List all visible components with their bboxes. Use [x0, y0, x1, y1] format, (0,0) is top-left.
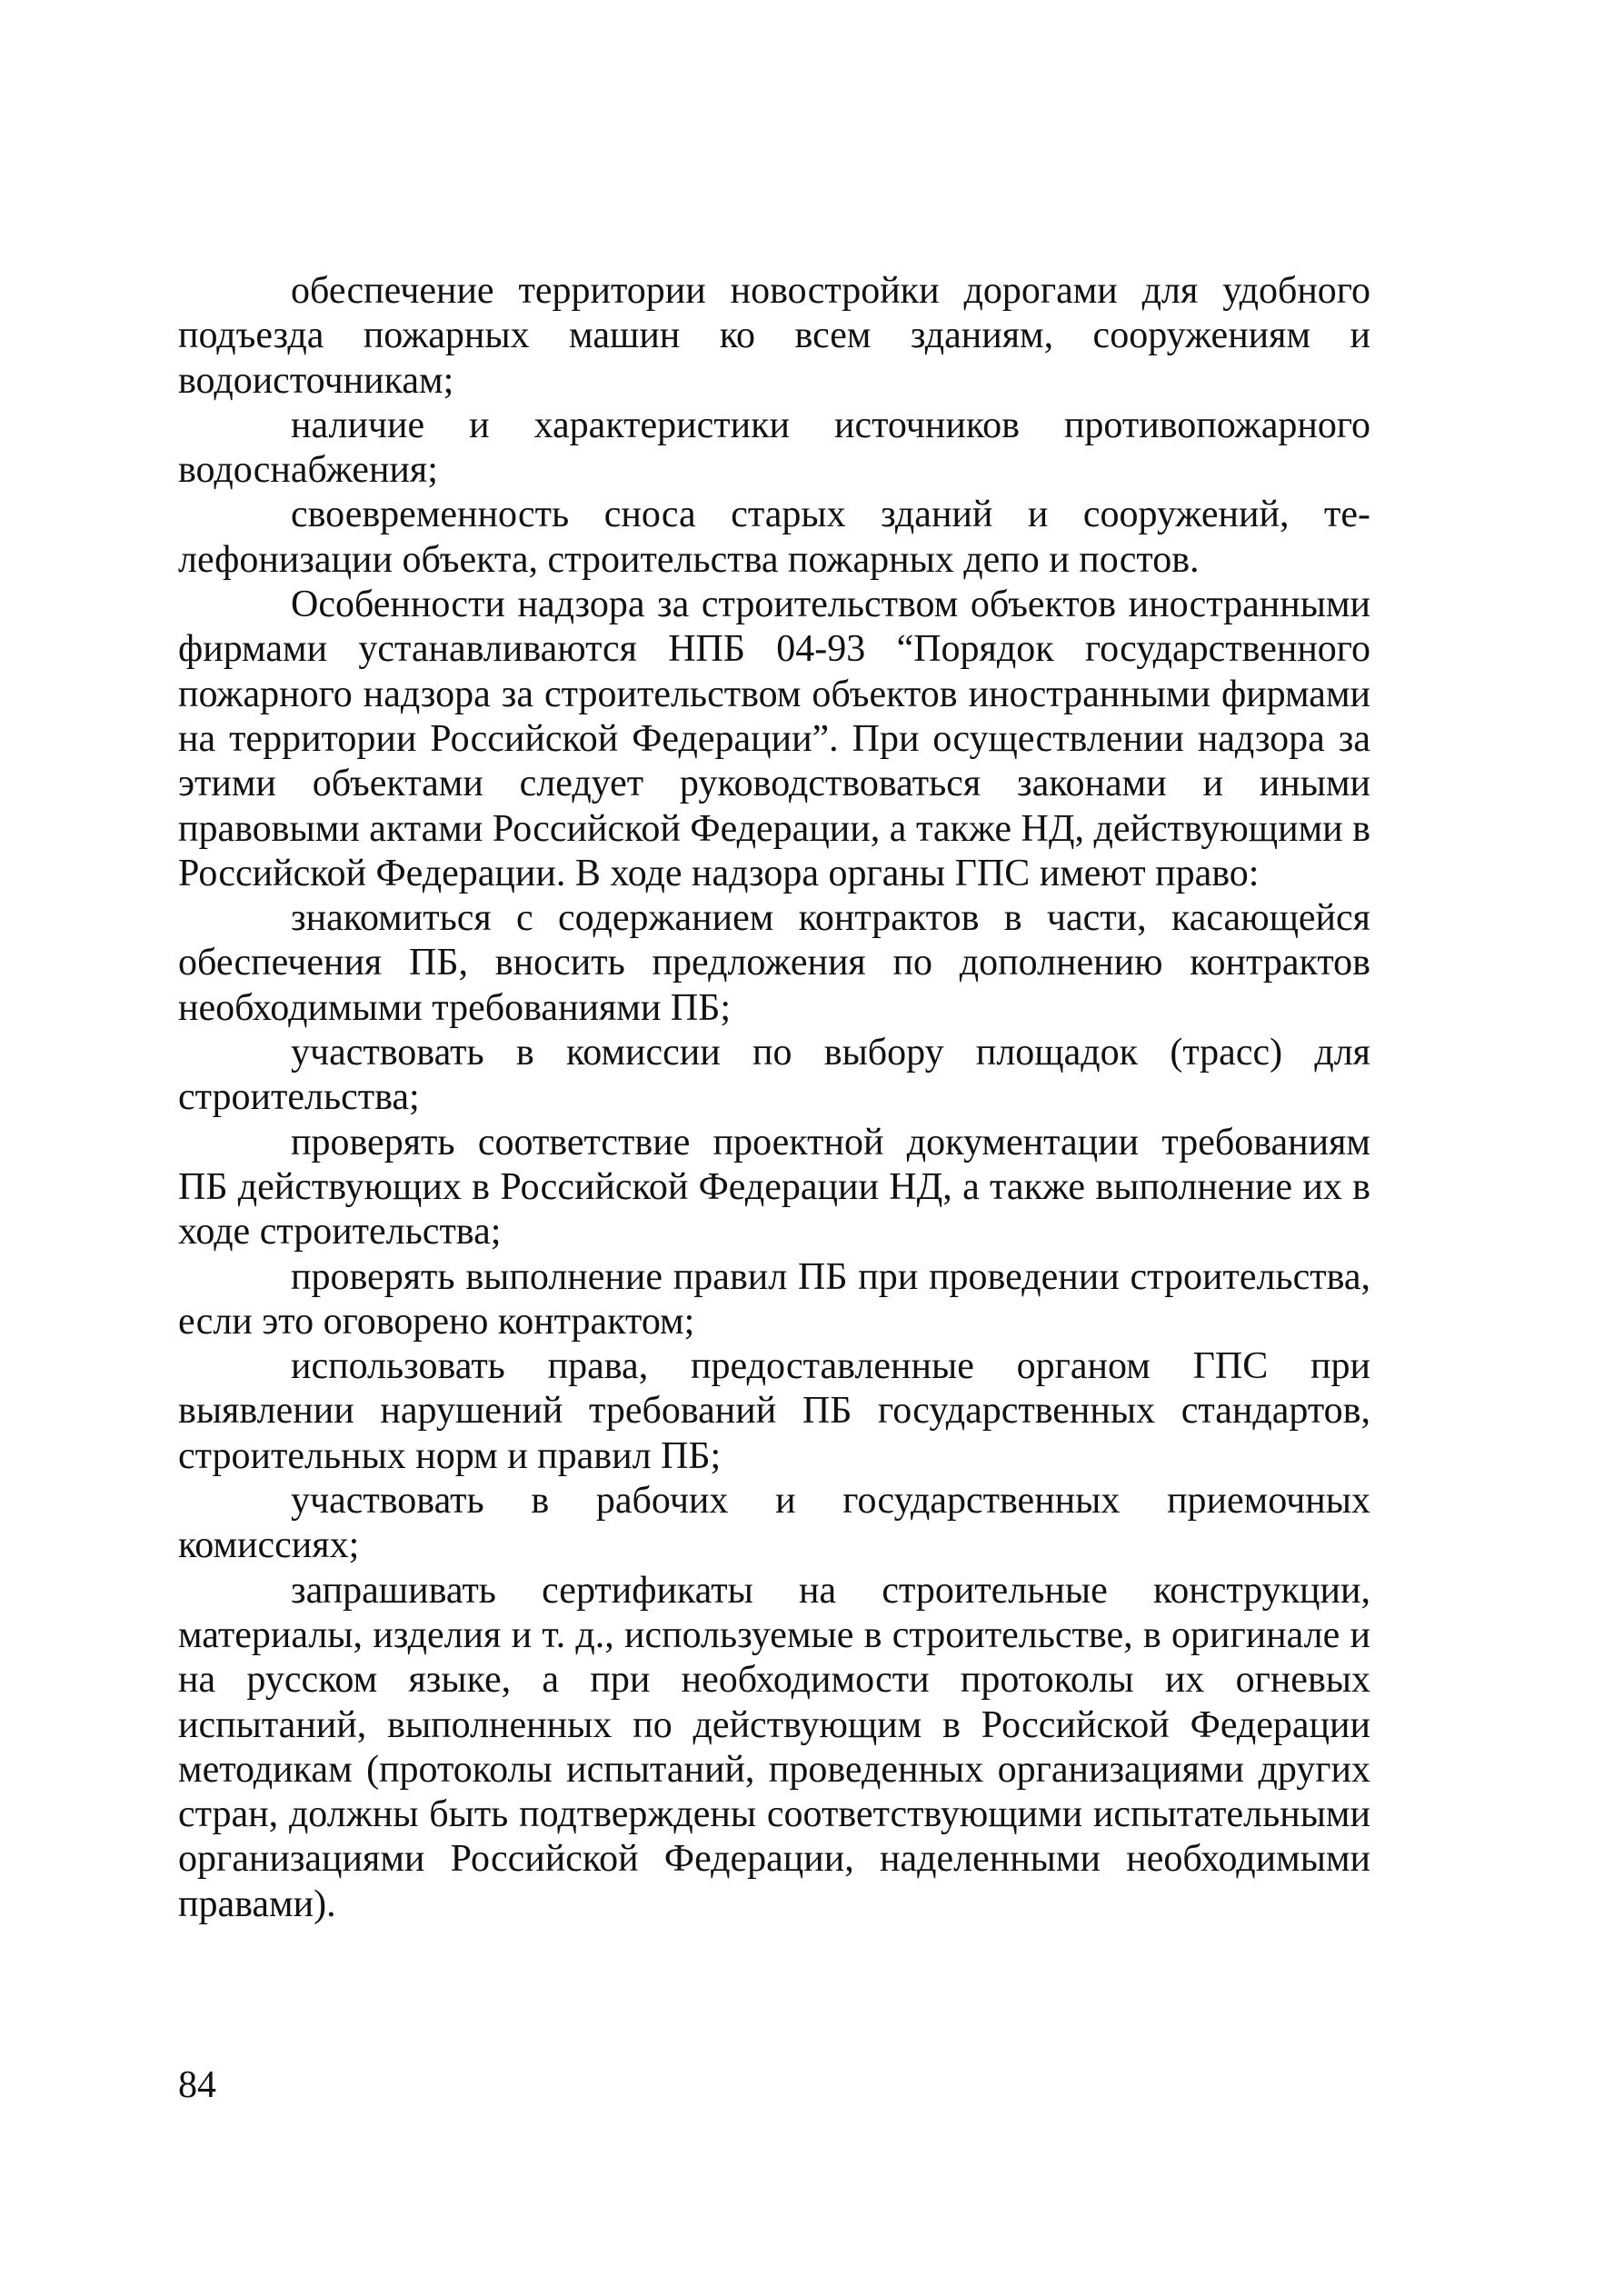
paragraph-demolition-timeliness: своевременность сноса старых зданий и сооружений, телефонизации объекта, строительства пожарных депо и постов. [178, 494, 1370, 581]
paragraph-certificates-request: запрашивать сертификаты на строительные конструкции, материалы, изделия и т. д., используемые в строительстве, в оригинале и на русском языке, а при необходимости протоколы их огневых испытаний, выполненных по действующим в Российской Федерации методикам (протоколы испытаний, проведенных организациями других стран, должны быть подтверждены соответствующими испытательными организациями Российской Федерации, наделенными необходимыми правами). [178, 1569, 1370, 1925]
paragraph-enforcement-rights: использовать права, предоставленные органом ГПС при выявлении нарушений требований ПБ государственных стандартов, строительных норм и правил ПБ; [178, 1345, 1370, 1477]
paragraph-acceptance-commissions: участвовать в рабочих и государственных приемочных комиссиях; [178, 1480, 1370, 1567]
paragraph-design-compliance: проверять соответствие проектной документации требованиям ПБ действующих в Российской Федерации НД, а также выполнение их в ходе строительства; [178, 1121, 1370, 1253]
paragraph-site-selection: участвовать в комиссии по выбору площадок (трасс) для строительства; [178, 1032, 1370, 1119]
page-number: 84 [178, 2064, 216, 2106]
paragraph-foreign-firms-supervision: Особенности надзора за строительством объектов иностранными фирмами устанавливаются НПБ 04-93 “Порядок государственного пожарного надзора за строительством объектов иностранными фирмами на территории Российской Федерации”. При осуществлении надзора за этими объектами следует руководствоваться законами и иными правовыми актами Российской Федерации, а также НД, действующими в Российской Федерации. В ходе надзора органы ГПС имеют право: [178, 584, 1370, 894]
paragraph-contracts-review: знакомиться с содержанием контрактов в части, касающейся обеспечения ПБ, вносить предложения по дополнению контрактов необходимыми требованиями ПБ; [178, 897, 1370, 1029]
paragraph-road-access: обеспечение территории новостройки дорогами для удобного подъезда пожарных машин ко всем зданиям, сооружениям и водоисточникам; [178, 270, 1370, 402]
page-body [178, 269, 1370, 1927]
paragraph-water-supply: наличие и характеристики источников противопожарного водоснабжения; [178, 404, 1370, 492]
paragraph-construction-rules: проверять выполнение правил ПБ при проведении строительства, если это оговорено контрактом; [178, 1255, 1370, 1343]
